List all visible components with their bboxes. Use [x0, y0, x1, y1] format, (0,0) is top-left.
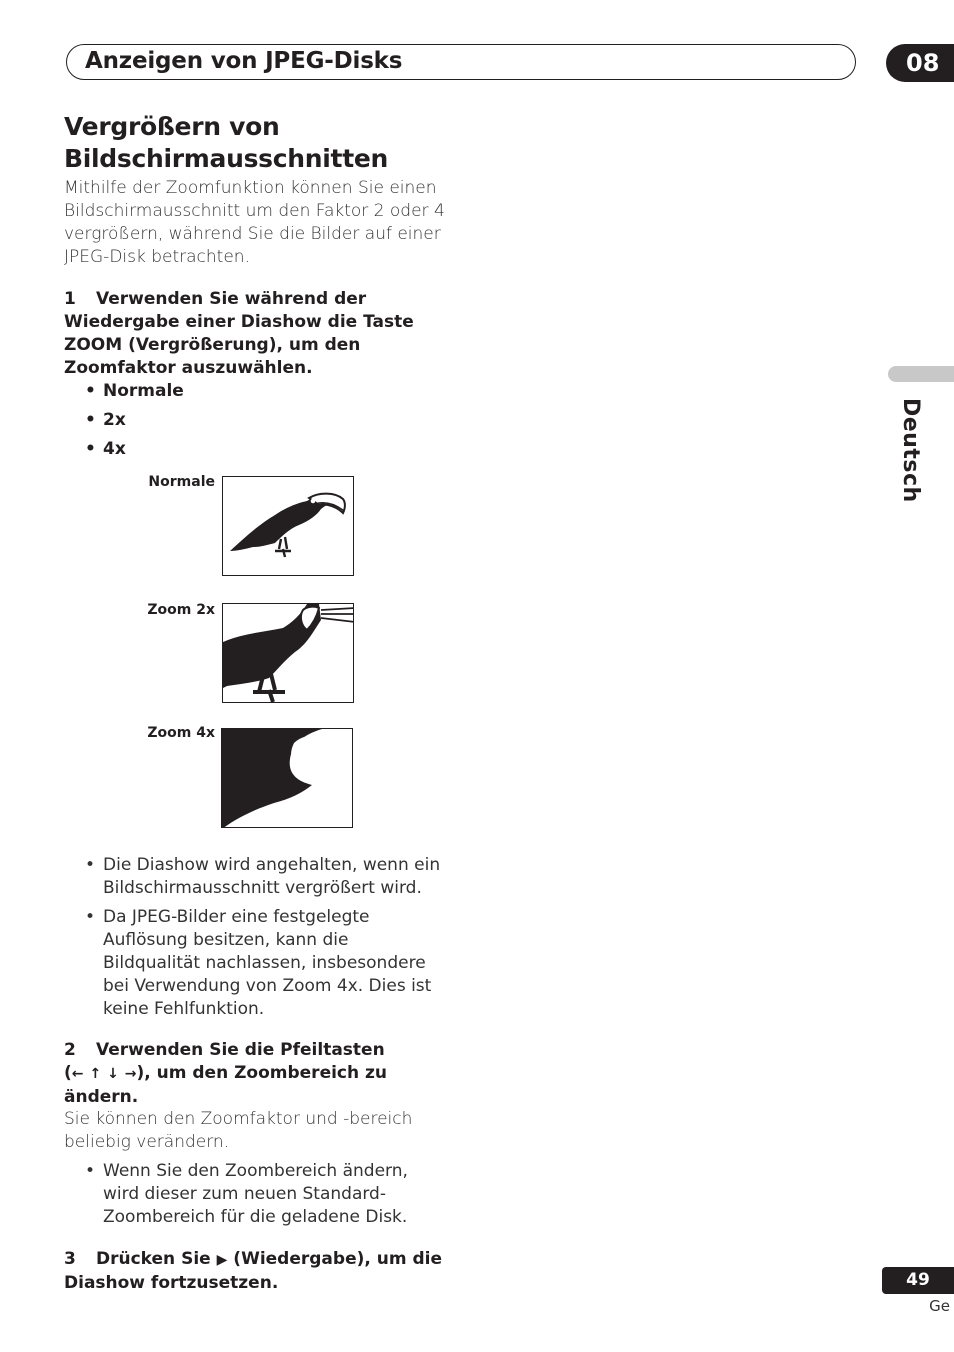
intro-paragraph — [64, 177, 454, 269]
arrow-right-icon: → — [124, 1066, 137, 1082]
page-language-code: Ge — [929, 1297, 950, 1315]
note-item — [84, 1160, 444, 1229]
note-line: keine Fehlfunktion. — [103, 999, 265, 1019]
note-line: Auflösung besitzen, kann die — [103, 930, 349, 950]
zoom-notes-list — [84, 854, 444, 1027]
section-title-line: Vergrößern von — [64, 112, 280, 141]
note-item — [84, 854, 444, 900]
section-title — [64, 111, 444, 175]
step-text: Verwenden Sie die Pfeiltasten — [96, 1040, 385, 1060]
note-line: wird dieser zum neuen Standard- — [103, 1184, 386, 1204]
toucan-normal-image — [222, 476, 354, 576]
paren-open: ( — [64, 1063, 72, 1083]
note-line: Bildqualität nachlassen, insbesondere — [103, 953, 426, 973]
figure-label-zoom4x: Zoom 4x — [147, 725, 215, 741]
arrow-up-icon: ↑ — [89, 1066, 102, 1082]
step-text: ändern. — [64, 1087, 139, 1107]
section-title-line: Bildschirmausschnitten — [64, 144, 389, 173]
toucan-zoom4x-image — [221, 728, 353, 828]
toucan-zoom2x-image — [222, 603, 354, 703]
arrow-left-icon: ← — [71, 1066, 84, 1082]
intro-line: Mithilfe der Zoomfunktion können Sie einen — [64, 178, 437, 198]
figure-label-zoom2x: Zoom 2x — [147, 602, 215, 618]
chapter-number-badge: 08 — [886, 44, 954, 82]
intro-line: Bildschirmausschnitt um den Faktor 2 oder 4 — [64, 201, 445, 221]
step-text: Drücken Sie — [96, 1249, 217, 1269]
step-text: Verwenden Sie während der — [96, 289, 367, 309]
arrow-down-icon: ↓ — [107, 1066, 119, 1082]
step-text: ZOOM (Vergrößerung), um den — [64, 335, 361, 355]
page-number: 49 — [882, 1267, 954, 1294]
zoom-options-list — [84, 377, 444, 464]
step-2-notes — [84, 1160, 444, 1235]
note-item — [84, 906, 444, 1021]
note-line: • Die Diashow wird angehalten, wenn ein — [103, 855, 441, 875]
language-tab-marker — [888, 366, 954, 382]
note-line: • Wenn Sie den Zoombereich ändern, — [103, 1161, 408, 1181]
note-line: • Da JPEG-Bilder eine festgelegte — [103, 907, 370, 927]
body-line: beliebig verändern. — [64, 1132, 230, 1152]
zoom-option-2x: • 2x — [84, 406, 444, 435]
language-tab-label: Deutsch — [898, 398, 923, 503]
step-text: ), um den Zoombereich zu — [136, 1063, 388, 1083]
note-line: bei Verwendung von Zoom 4x. Dies ist — [103, 976, 432, 996]
step-2-heading — [64, 1039, 454, 1109]
zoom-option-normale: • Normale — [84, 377, 444, 406]
play-icon: ▶ — [216, 1252, 228, 1268]
figure-label-normale: Normale — [148, 474, 215, 490]
step-2-body — [64, 1108, 454, 1154]
intro-line: vergrößern, während Sie die Bilder auf einer — [64, 224, 441, 244]
step-text: Diashow fortzusetzen. — [64, 1273, 279, 1293]
step-text: Zoomfaktor auszuwählen. — [64, 358, 313, 378]
note-line: Zoombereich für die geladene Disk. — [103, 1207, 408, 1227]
step-number: 2 — [64, 1040, 76, 1060]
step-number: 3 — [64, 1249, 76, 1269]
step-text: (Wiedergabe), um die — [227, 1249, 442, 1269]
zoom-option-4x: • 4x — [84, 435, 444, 464]
note-line: Bildschirmausschnitt vergrößert wird. — [103, 878, 422, 898]
step-number: 1 — [64, 289, 76, 309]
chapter-title: Anzeigen von JPEG-Disks — [85, 48, 403, 74]
step-text: Wiedergabe einer Diashow die Taste — [64, 312, 414, 332]
step-1-heading — [64, 288, 454, 380]
body-line: Sie können den Zoomfaktor und -bereich — [64, 1109, 413, 1129]
intro-line: JPEG-Disk betrachten. — [64, 247, 250, 267]
chapter-header — [66, 44, 856, 80]
step-3-heading — [64, 1248, 454, 1295]
